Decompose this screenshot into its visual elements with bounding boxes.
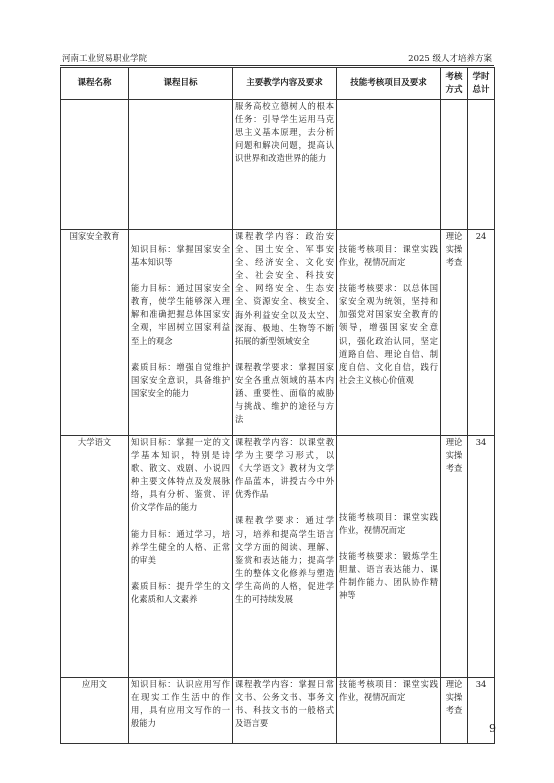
requirement-paragraph: 课程教学要求：掌握国家安全各重点领域的基本内涵、重要性、面临的威胁与挑战、维护的途径与方法 bbox=[235, 361, 334, 425]
goal-cell bbox=[129, 100, 233, 230]
assessment-cell: 理论实操考查 bbox=[441, 436, 468, 678]
header-hours: 学时总计 bbox=[468, 68, 495, 100]
course-name-cell: 国家安全教育 bbox=[61, 230, 129, 436]
curriculum-table bbox=[60, 67, 495, 744]
content-cell bbox=[233, 678, 337, 744]
knowledge-goal: 知识目标：认识应用写作在现实工作生活中的作用，具有应用文写作的一般能力 bbox=[131, 679, 230, 729]
course-name-cell: 大学语文 bbox=[61, 436, 129, 678]
header-content: 主要教学内容及要求 bbox=[233, 68, 337, 100]
skill-project: 技能考核项目：课堂实践作业，视情况而定 bbox=[339, 244, 438, 268]
skill-project: 技能考核项目：课堂实践作业，视情况而定 bbox=[339, 511, 438, 535]
header-course-goal: 课程目标 bbox=[129, 68, 233, 100]
skill-project: 技能考核项目：课堂实践作业，视情况而定 bbox=[339, 679, 438, 703]
header-skill: 技能考核项目及要求 bbox=[337, 68, 441, 100]
content-paragraph: 课程教学内容：政治安全、国土安全、军事安全、经济安全、文化安全、社会安全、科技安全、网络安全、生态安全、资源安全、核安全、海外利益安全以及太空、深海、极地、生物等不断拓展的新型领域安全 bbox=[235, 231, 334, 346]
quality-goal: 素质目标：提升学生的文化素质和人文素养 bbox=[131, 580, 230, 604]
plan-title: 2025 级人才培养方案 bbox=[408, 54, 492, 64]
knowledge-goal: 知识目标：掌握国家安全基本知识等 bbox=[131, 244, 230, 268]
hours-cell bbox=[468, 100, 495, 230]
skill-cell bbox=[337, 436, 441, 678]
skill-cell bbox=[337, 678, 441, 744]
school-name: 河南工业贸易职业学院 bbox=[62, 54, 148, 64]
assessment-cell bbox=[441, 100, 468, 230]
skill-requirement: 技能考核要求：以总体国家安全观为统领，坚持和加强党对国家安全教育的领导，增强国家安全意识，强化政治认同，坚定道路自信、理论自信、制度自信、文化自信，践行社会主义核心价值观 bbox=[339, 283, 438, 385]
header-rule bbox=[60, 65, 494, 66]
hours-cell: 34 bbox=[468, 678, 495, 744]
goal-cell bbox=[129, 678, 233, 744]
content-paragraph: 服务高校立德树人的根本任务：引导学生运用马克思主义基本原理，去分析问题和解决问题，提高认识世界和改造世界的能力 bbox=[235, 101, 334, 164]
skill-cell bbox=[337, 100, 441, 230]
goal-cell bbox=[129, 230, 233, 436]
table-row bbox=[61, 436, 495, 678]
table-row bbox=[61, 100, 495, 230]
ability-goal: 能力目标：通过国家安全教育，使学生能够深入理解和准确把握总体国家安全观，牢固树立国家利益至上的观念 bbox=[131, 283, 230, 346]
table-header-row bbox=[61, 68, 495, 100]
course-name-cell: 应用文 bbox=[61, 678, 129, 744]
content-cell bbox=[233, 230, 337, 436]
page-header bbox=[62, 52, 492, 65]
knowledge-goal: 知识目标：掌握一定的文学基本知识，特别是诗歌、散文、戏剧、小说四种主要文体特点及发展脉络，具有分析、鉴赏、评价文学作品的能力 bbox=[131, 437, 230, 513]
header-course-name: 课程名称 bbox=[61, 68, 129, 100]
requirement-paragraph: 课程教学要求：通过学习，培养和提高学生语言文学方面的阅读、理解、鉴赏和表达能力；提高学生的整体文化修养与塑造学生高尚的人格，促进学生的可持续发展 bbox=[235, 515, 334, 605]
skill-cell bbox=[337, 230, 441, 436]
skill-requirement: 技能考核要求：锻炼学生胆量、语言表达能力、课件制作能力、团队协作精神等 bbox=[339, 550, 438, 601]
assessment-cell: 理论实操考查 bbox=[441, 678, 468, 744]
table-row bbox=[61, 678, 495, 744]
page-number: 9 bbox=[489, 722, 496, 735]
content-paragraph: 课程教学内容：以课堂教学为主要学习形式，以《大学语文》教材为文学作品蓝本，讲授古今中外优秀作品 bbox=[235, 437, 334, 500]
header-assessment: 考核方式 bbox=[441, 68, 468, 100]
assessment-cell: 理论实操考查 bbox=[441, 230, 468, 436]
hours-cell: 24 bbox=[468, 230, 495, 436]
ability-goal: 能力目标：通过学习，培养学生健全的人格、正常的审美 bbox=[131, 528, 230, 565]
course-name-cell bbox=[61, 100, 129, 230]
hours-cell: 34 bbox=[468, 436, 495, 678]
quality-goal: 素质目标：增强自觉维护国家安全意识，具备维护国家安全的能力 bbox=[131, 361, 230, 398]
content-paragraph: 课程教学内容：掌握日常文书、公务文书、事务文书、科技文书的一般格式及语言要 bbox=[235, 679, 334, 729]
content-cell bbox=[233, 100, 337, 230]
table-row bbox=[61, 230, 495, 436]
goal-cell bbox=[129, 436, 233, 678]
content-cell bbox=[233, 436, 337, 678]
